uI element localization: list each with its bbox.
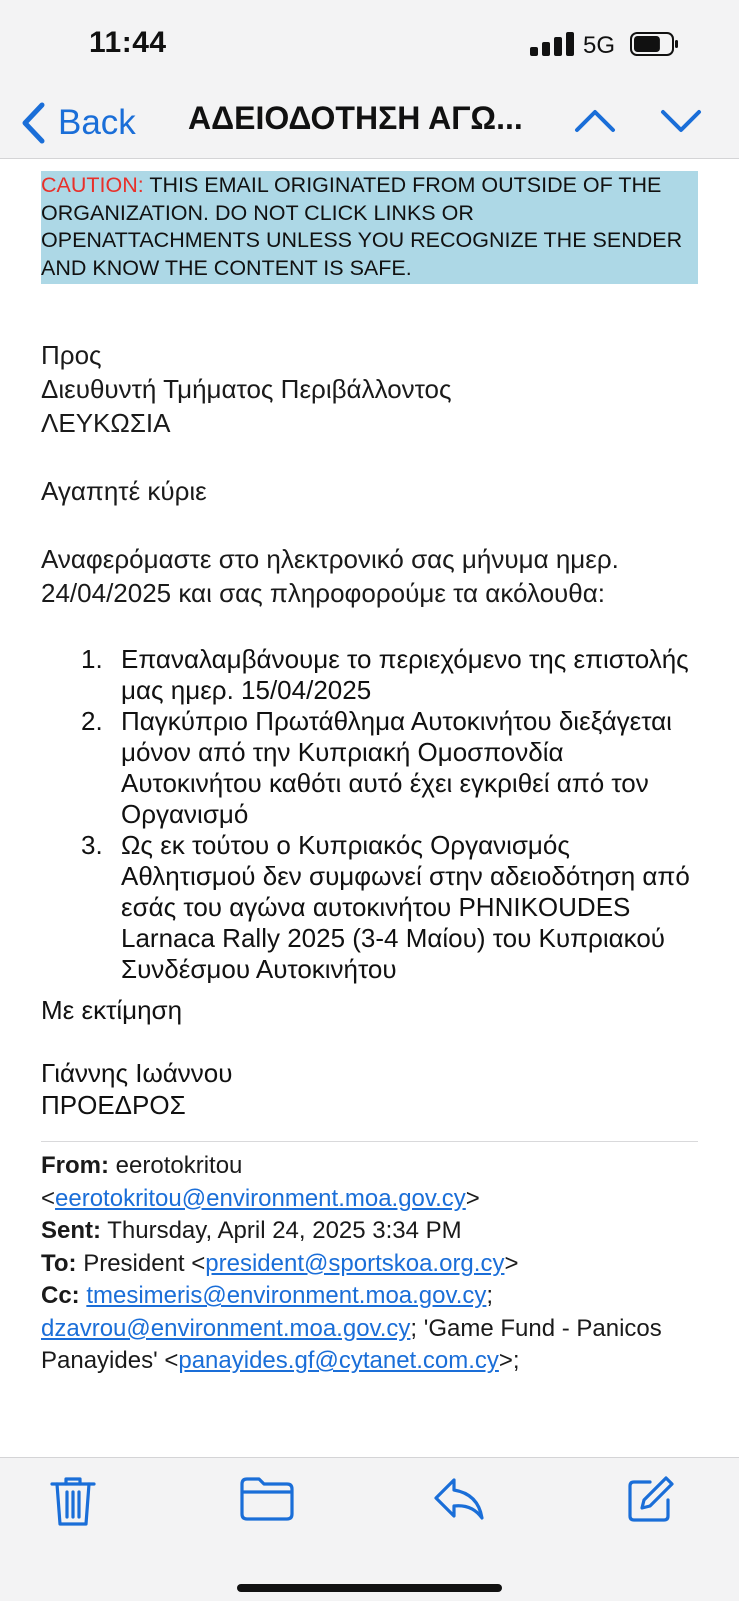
to-email-link[interactable]: president@sportskoa.org.cy <box>205 1249 505 1277</box>
nav-bar <box>0 90 739 159</box>
to-name: President < <box>76 1249 206 1277</box>
list-item-text: Ως εκ τούτου ο Κυπριακός Οργανισμός Αθλητισμού δεν συμφωνεί στην αδειοδότηση από εσάς του αγώνα αυτοκινήτου PHNIKOUDES Larnaca Rally 2025 (3-4 Μαίου) του Κυπριακού Συνδέσμου Αυτοκινήτου <box>121 830 690 984</box>
intro-paragraph: Αναφερόμαστε στο ηλεκτρονικό σας μήνυμα ημερ. 24/04/2025 και σας πληροφορούμε τα ακόλουθα: <box>41 544 619 608</box>
list-item <box>41 830 698 985</box>
from-label: From: <box>41 1152 109 1179</box>
signoff: Με εκτίμηση <box>41 995 183 1025</box>
signature-block <box>41 1057 698 1121</box>
bottom-toolbar <box>0 1457 739 1601</box>
reply-button[interactable] <box>432 1474 486 1524</box>
to-line: To: President <president@sportskoa.org.cy> <box>41 1249 519 1277</box>
email-body <box>41 171 698 1455</box>
reply-icon <box>436 1480 482 1518</box>
network-type: 5G <box>583 32 616 59</box>
caution-banner <box>41 171 698 284</box>
list-number: 1. <box>81 644 103 674</box>
chevron-left-icon <box>20 102 46 144</box>
to-label: To: <box>41 1249 77 1277</box>
list-number: 3. <box>81 830 103 860</box>
cc-line: Cc: tmesimeris@environment.moa.gov.cy; <box>41 1282 494 1309</box>
list-number: 2. <box>81 706 103 736</box>
from-line <box>41 1150 698 1183</box>
list-item <box>41 706 698 830</box>
signer-title: ΠΡΟΕΔΡΟΣ <box>41 1090 186 1120</box>
quote-divider <box>41 1141 698 1142</box>
sent-value: Thursday, April 24, 2025 3:34 PM <box>101 1217 462 1244</box>
move-to-folder-button[interactable] <box>239 1474 295 1524</box>
quoted-header: From: eerotokritou <eerotokritou@environment.moa.gov.cy> Sent: Thursday, April 24, 2025 3:34 PM To: President <president@sportskoa.org.cy> Cc: tmesimeris@environment.moa.gov.cy; dzavrou@environment.moa.gov.cy; 'Game Fund - Panicos Panayides' <panayides.gf@cytanet.com.cy>; <box>41 1150 698 1378</box>
caution-label: CAUTION: <box>41 173 144 197</box>
sent-label: Sent: <box>41 1217 101 1244</box>
folder-icon <box>242 1479 292 1519</box>
sent-line <box>41 1215 698 1248</box>
from-email-link[interactable]: eerotokritou@environment.moa.gov.cy <box>55 1184 466 1212</box>
list-item-text: Επαναλαμβάνουμε το περιεχόμενο της επιστολής μας ημερ. 15/04/2025 <box>121 644 689 705</box>
from-name: eerotokritou <box>109 1152 243 1179</box>
recipient-line: Προς <box>41 340 102 370</box>
email-subject-title: ΑΔΕΙΟΔΟΤΗΣΗ ΑΓΩ... <box>188 100 523 136</box>
cc-email-link[interactable]: panayides.gf@cytanet.com.cy <box>178 1347 499 1374</box>
numbered-list <box>41 644 698 985</box>
recipient-line: Διευθυντή Τμήματος Περιβάλλοντος <box>41 374 452 404</box>
back-label: Back <box>58 103 136 142</box>
battery-icon <box>630 32 680 56</box>
chevron-down-icon <box>663 112 699 130</box>
cc-email-link[interactable]: dzavrou@environment.moa.gov.cy <box>41 1314 411 1342</box>
trash-button[interactable] <box>48 1474 98 1528</box>
status-time: 11:44 <box>89 26 167 59</box>
trash-icon <box>52 1479 94 1524</box>
cc-email-link[interactable]: tmesimeris@environment.moa.gov.cy <box>86 1282 487 1309</box>
signer-name: Γιάννης Ιωάννου <box>41 1058 233 1088</box>
list-item-text: Παγκύπριο Πρωτάθλημα Αυτοκινήτου διεξάγεται μόνον από την Κυπριακή Ομοσπονδία Αυτοκινήτου καθότι αυτό έχει εγκριθεί από τον Οργανισμό <box>121 706 672 829</box>
previous-message-button[interactable] <box>574 102 616 140</box>
cc-label: Cc: <box>41 1282 80 1309</box>
back-button[interactable] <box>20 94 136 152</box>
chevron-up-icon <box>577 112 613 130</box>
recipient-block <box>41 338 698 440</box>
home-indicator <box>237 1584 502 1592</box>
compose-button[interactable] <box>626 1474 676 1524</box>
recipient-line: ΛΕΥΚΩΣΙΑ <box>41 408 171 438</box>
signal-icon <box>530 32 576 56</box>
cc-cutoff-name: Panayides' <box>41 1347 158 1374</box>
status-bar <box>0 0 739 90</box>
compose-icon <box>630 1478 672 1520</box>
salutation: Αγαπητέ κύριε <box>41 476 207 506</box>
list-item <box>41 644 698 706</box>
caution-text: THIS EMAIL ORIGINATED FROM OUTSIDE OF THE ORGANIZATION. DO NOT CLICK LINKS OR OPENATTACHMENTS UNLESS YOU RECOGNIZE THE SENDER AND KNOW THE CONTENT IS SAFE. <box>41 173 683 280</box>
next-message-button[interactable] <box>660 102 702 140</box>
cc-rest: ; 'Game Fund - Panicos <box>410 1314 662 1342</box>
